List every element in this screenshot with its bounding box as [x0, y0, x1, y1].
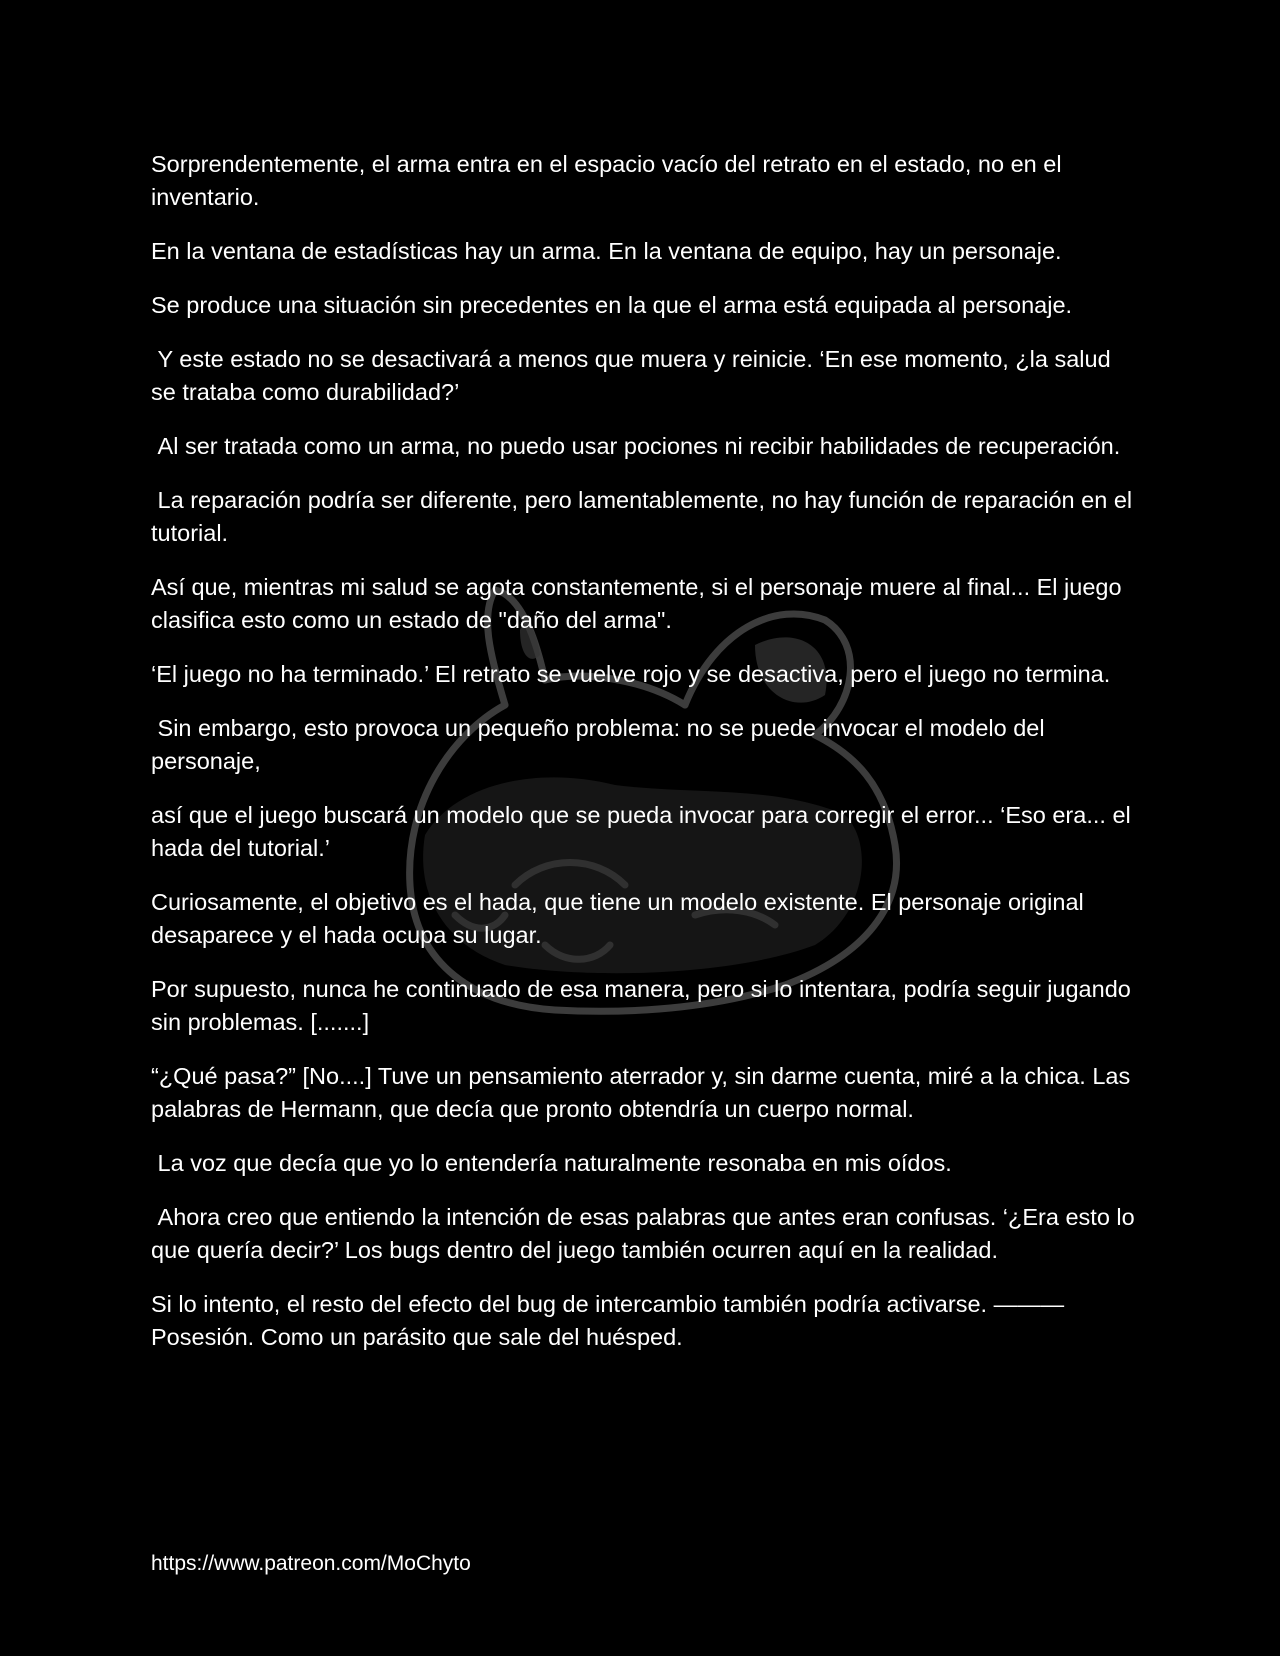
paragraph: Al ser tratada como un arma, no puedo usar pociones ni recibir habilidades de recuperación.	[151, 433, 1121, 459]
paragraph: La reparación podría ser diferente, pero lamentablemente, no hay función de reparación en el tutorial.	[151, 487, 1139, 546]
paragraph: “¿Qué pasa?” [No....] Tuve un pensamiento aterrador y, sin darme cuenta, miré a la chica. Las palabras de Hermann, que decía que pronto obtendría un cuerpo normal.	[151, 1063, 1137, 1122]
paragraph: Si lo intento, el resto del efecto del bug de intercambio también podría activarse. ———Posesión. Como un parásito que sale del huésped.	[151, 1291, 1065, 1350]
paragraph: Así que, mientras mi salud se agota constantemente, si el personaje muere al final... El juego clasifica esto como un estado de "daño del arma".	[151, 574, 1129, 633]
paragraph: Se produce una situación sin precedentes en la que el arma está equipada al personaje.	[151, 292, 1073, 318]
patreon-link[interactable]: https://www.patreon.com/MoChyto	[151, 1552, 471, 1575]
chapter-text	[151, 148, 1142, 1375]
paragraph: Por supuesto, nunca he continuado de esa manera, pero si lo intentara, podría seguir jugando sin problemas. [.......]	[151, 976, 1138, 1035]
paragraph: Y este estado no se desactivará a menos que muera y reinicie. ‘En ese momento, ¿la salud se trataba como durabilidad?’	[151, 346, 1118, 405]
paragraph: así que el juego buscará un modelo que se pueda invocar para corregir el error... ‘Eso era... el hada del tutorial.’	[151, 802, 1138, 861]
paragraph: En la ventana de estadísticas hay un arma. En la ventana de equipo, hay un personaje.	[151, 238, 1062, 264]
paragraph: Ahora creo que entiendo la intención de esas palabras que antes eran confusas. ‘¿Era esto lo que quería decir?’ Los bugs dentro del juego también ocurren aquí en la realidad.	[151, 1204, 1142, 1263]
paragraph: Sin embargo, esto provoca un pequeño problema: no se puede invocar el modelo del personaje,	[151, 715, 1052, 774]
paragraph: La voz que decía que yo lo entendería naturalmente resonaba en mis oídos.	[151, 1150, 952, 1176]
paragraph: Curiosamente, el objetivo es el hada, que tiene un modelo existente. El personaje original desaparece y el hada ocupa su lugar.	[151, 889, 1091, 948]
paragraph: ‘El juego no ha terminado.’ El retrato se vuelve rojo y se desactiva, pero el juego no termina.	[151, 661, 1111, 687]
paragraph: Sorprendentemente, el arma entra en el espacio vacío del retrato en el estado, no en el inventario.	[151, 151, 1069, 210]
